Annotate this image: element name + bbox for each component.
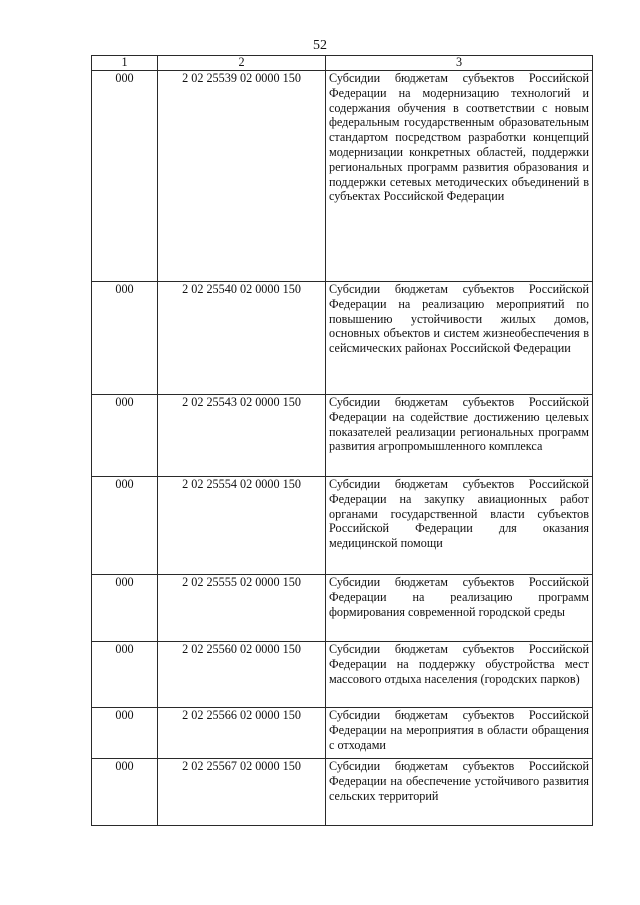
budget-code-cell: 2 02 25567 02 0000 150 [158, 759, 326, 826]
admin-code-cell: 000 [92, 395, 158, 477]
description-cell: Субсидии бюджетам субъектов Российской Федерации на модернизацию технологий и содержания обучения в соответствии с новым федеральным государственным образовательным стандартом посредством разработки концепций модернизации конкретных областей, поддержки региональных программ развития образования и поддержки сетевых методических объединений в субъектах Российской Федерации [326, 71, 593, 282]
admin-code-cell: 000 [92, 575, 158, 642]
admin-code-cell: 000 [92, 708, 158, 759]
table-row [92, 575, 593, 642]
budget-code-cell: 2 02 25555 02 0000 150 [158, 575, 326, 642]
budget-code-cell: 2 02 25539 02 0000 150 [158, 71, 326, 282]
column-header-1: 1 [92, 56, 158, 71]
table-row [92, 642, 593, 708]
table-row [92, 759, 593, 826]
column-header-3: 3 [326, 56, 593, 71]
description-cell: Субсидии бюджетам субъектов Российской Федерации на реализацию мероприятий по повышению устойчивости жилых домов, основных объектов и систем жизнеобеспечения в сейсмических районах Российской Федерации [326, 282, 593, 395]
budget-classification-table [91, 55, 593, 826]
description-cell: Субсидии бюджетам субъектов Российской Федерации на закупку авиационных работ органами государственной власти субъектов Российской Федерации для оказания медицинской помощи [326, 477, 593, 575]
budget-code-cell: 2 02 25540 02 0000 150 [158, 282, 326, 395]
table-row [92, 282, 593, 395]
budget-code-cell: 2 02 25554 02 0000 150 [158, 477, 326, 575]
admin-code-cell: 000 [92, 642, 158, 708]
description-cell: Субсидии бюджетам субъектов Российской Федерации на обеспечение устойчивого развития сельских территорий [326, 759, 593, 826]
table-header-row [92, 56, 593, 71]
table-row [92, 395, 593, 477]
budget-code-cell: 2 02 25566 02 0000 150 [158, 708, 326, 759]
admin-code-cell: 000 [92, 759, 158, 826]
table-row [92, 477, 593, 575]
description-cell: Субсидии бюджетам субъектов Российской Федерации на содействие достижению целевых показателей реализации региональных программ развития агропромышленного комплекса [326, 395, 593, 477]
table-row [92, 708, 593, 759]
column-header-2: 2 [158, 56, 326, 71]
description-cell: Субсидии бюджетам субъектов Российской Федерации на реализацию программ формирования современной городской среды [326, 575, 593, 642]
budget-code-cell: 2 02 25560 02 0000 150 [158, 642, 326, 708]
table-row [92, 71, 593, 282]
admin-code-cell: 000 [92, 477, 158, 575]
admin-code-cell: 000 [92, 282, 158, 395]
budget-code-cell: 2 02 25543 02 0000 150 [158, 395, 326, 477]
description-cell: Субсидии бюджетам субъектов Российской Федерации на поддержку обустройства мест массового отдыха населения (городских парков) [326, 642, 593, 708]
admin-code-cell: 000 [92, 71, 158, 282]
page-number: 52 [313, 38, 327, 53]
description-cell: Субсидии бюджетам субъектов Российской Федерации на мероприятия в области обращения с отходами [326, 708, 593, 759]
